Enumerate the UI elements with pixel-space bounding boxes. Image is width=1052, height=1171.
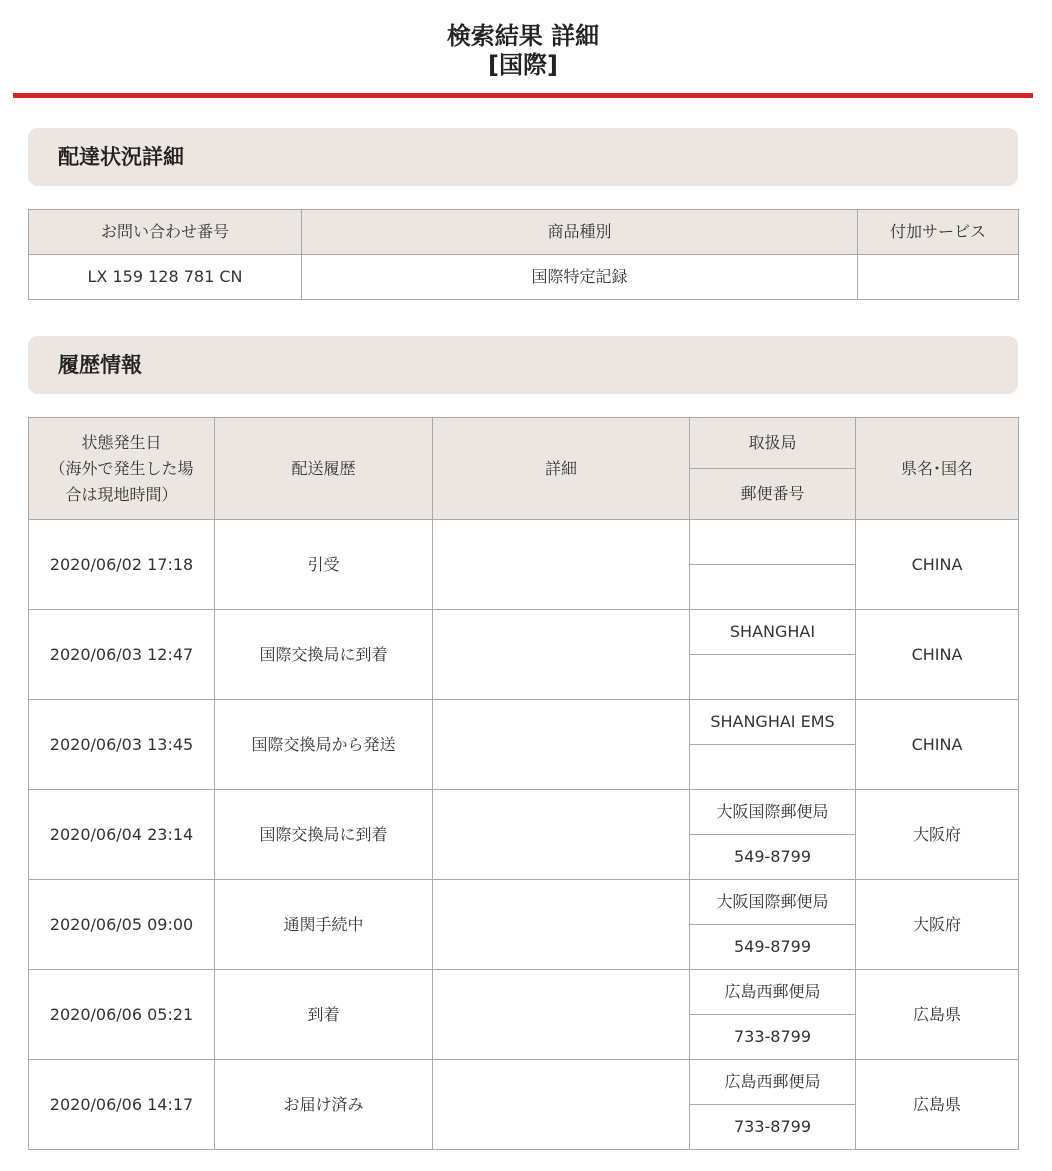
history-region: 広島県 [856, 1060, 1019, 1150]
history-date: 2020/06/06 05:21 [29, 970, 215, 1060]
history-postal-code [690, 655, 856, 700]
summary-row [29, 255, 1019, 300]
column-header-date: 状態発生日 （海外で発生した場 合は現地時間） [29, 418, 215, 520]
history-region: CHINA [856, 520, 1019, 610]
history-status: 国際交換局に到着 [215, 610, 433, 700]
history-region: 広島県 [856, 970, 1019, 1060]
table-row [29, 700, 1019, 745]
column-header-additional-service: 付加サービス [858, 210, 1019, 255]
history-office: 広島西郵便局 [690, 1060, 856, 1105]
history-detail [433, 790, 690, 880]
history-postal-code: 549-8799 [690, 835, 856, 880]
history-status: 国際交換局に到着 [215, 790, 433, 880]
history-status: お届け済み [215, 1060, 433, 1150]
history-date: 2020/06/05 09:00 [29, 880, 215, 970]
history-postal-code: 733-8799 [690, 1015, 856, 1060]
history-table [28, 417, 1019, 1150]
page-title-line2: [国際] [488, 51, 558, 79]
table-row [29, 1060, 1019, 1105]
history-status: 到着 [215, 970, 433, 1060]
history-detail [433, 610, 690, 700]
history-region: 大阪府 [856, 790, 1019, 880]
history-date: 2020/06/06 14:17 [29, 1060, 215, 1150]
history-postal-code [690, 565, 856, 610]
history-heading: 履歴情報 [28, 336, 1018, 394]
additional-service [858, 255, 1019, 300]
column-header-region: 県名･国名 [856, 418, 1019, 520]
history-status: 国際交換局から発送 [215, 700, 433, 790]
page-header [13, 22, 1033, 98]
history-detail [433, 1060, 690, 1150]
summary-header-row [29, 210, 1019, 255]
history-header-row [29, 418, 1019, 469]
history-office: 大阪国際郵便局 [690, 880, 856, 925]
page-title-line1: 検索結果 詳細 [446, 22, 600, 50]
table-row [29, 970, 1019, 1015]
history-date: 2020/06/03 12:47 [29, 610, 215, 700]
delivery-status-heading: 配達状況詳細 [28, 128, 1018, 186]
history-body [29, 520, 1019, 1150]
history-office: SHANGHAI [690, 610, 856, 655]
history-office: 広島西郵便局 [690, 970, 856, 1015]
table-row [29, 610, 1019, 655]
history-status: 通関手続中 [215, 880, 433, 970]
delivery-summary-table [28, 209, 1019, 300]
column-header-item-type: 商品種別 [302, 210, 858, 255]
history-postal-code: 549-8799 [690, 925, 856, 970]
table-row [29, 790, 1019, 835]
history-region: CHINA [856, 700, 1019, 790]
history-date: 2020/06/03 13:45 [29, 700, 215, 790]
tracking-number: LX 159 128 781 CN [29, 255, 302, 300]
history-office [690, 520, 856, 565]
column-header-postal-code: 郵便番号 [690, 469, 856, 520]
history-status: 引受 [215, 520, 433, 610]
column-header-tracking-number: お問い合わせ番号 [29, 210, 302, 255]
history-detail [433, 520, 690, 610]
page-title [13, 22, 1033, 80]
history-office: 大阪国際郵便局 [690, 790, 856, 835]
column-header-office: 取扱局 [690, 418, 856, 469]
history-detail [433, 970, 690, 1060]
item-type: 国際特定記録 [302, 255, 858, 300]
column-header-status: 配送履歴 [215, 418, 433, 520]
history-date: 2020/06/04 23:14 [29, 790, 215, 880]
history-date: 2020/06/02 17:18 [29, 520, 215, 610]
table-row [29, 520, 1019, 565]
history-office: SHANGHAI EMS [690, 700, 856, 745]
history-detail [433, 880, 690, 970]
history-region: 大阪府 [856, 880, 1019, 970]
history-detail [433, 700, 690, 790]
table-row [29, 880, 1019, 925]
column-header-detail: 詳細 [433, 418, 690, 520]
history-postal-code [690, 745, 856, 790]
history-postal-code: 733-8799 [690, 1105, 856, 1150]
history-region: CHINA [856, 610, 1019, 700]
